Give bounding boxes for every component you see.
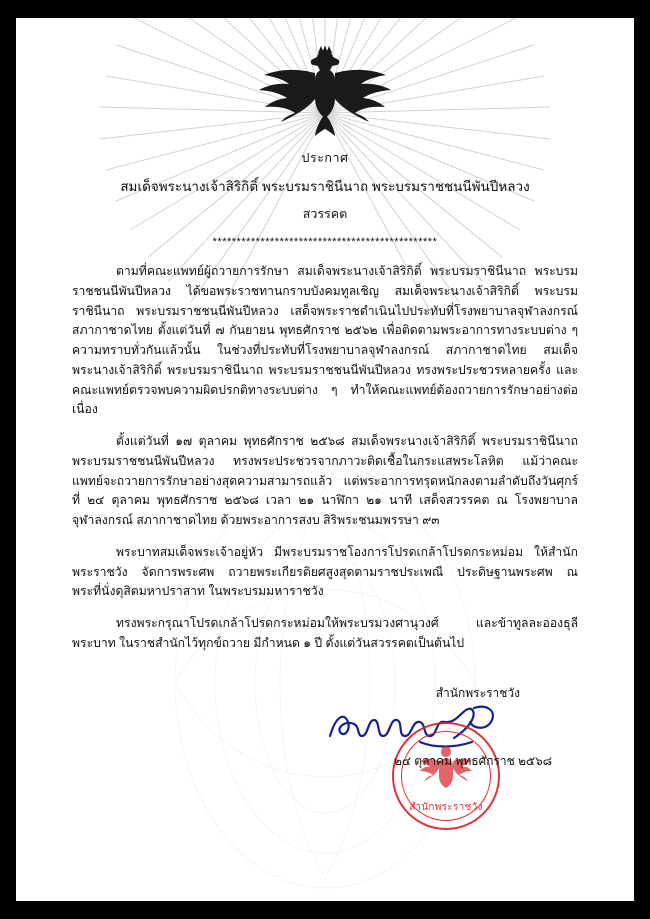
- signature-date: ๒๔ ตุลาคม พุทธศักราช ๒๕๖๘: [393, 753, 552, 768]
- paragraph-1: ตามที่คณะแพทย์ผู้ถวายการรักษา สมเด็จพระนางเจ้าสิริกิติ์ พระบรมราชินีนาถ พระบรมราชชนนีพันปีหลวง ได้ขอพระราชทานกราบบังคมทูลเชิญ สมเด็จพระนางเจ้าสิริกิติ์ พระบรมราชินีนาถ พระบรมราชชนนีพันปีหลวง เสด็จพระราชดำเนินไปประทับที่โรงพยาบาลจุฬาลงกรณ์ สภากาชาดไทย ตั้งแต่วันที่ ๗ กันยายน พุทธศักราช ๒๕๖๒ เพื่อติดตามพระอาการทางระบบต่าง ๆ ความทราบทั่วกันแล้วนั้น ในช่วงที่ประทับที่โรงพยาบาลจุฬาลงกรณ์ สภากาชาดไทย สมเด็จพระนางเจ้าสิริกิติ์ พระบรมราชินีนาถ พระบรมราชชนนีพันปีหลวง ทรงพระประชวรหลายครั้ง และคณะแพทย์ตรวจพบความผิดปรกติทางระบบต่าง ๆ ทำให้คณะแพทย์ต้องถวายการรักษาอย่างต่อเนื่อง: [72, 264, 578, 417]
- signature-block: [72, 684, 578, 834]
- seal-label: สำนักพระราชวัง: [409, 801, 483, 813]
- paragraph-2: ตั้งแต่วันที่ ๑๗ ตุลาคม พุทธศักราช ๒๕๖๘ สมเด็จพระนางเจ้าสิริกิติ์ พระบรมราชินีนาถ พระบรมราชชนนีพันปีหลวง ทรงพระประชวรจากภาวะติดเชื้อในกระแสพระโลหิต แม้ว่าคณะแพทย์จะถวายการรักษาอย่างสุดความสามารถแล้ว แต่พระอาการทรุดหนักลงตามลำดับถึงวันศุกร์ ที่ ๒๔ ตุลาคม พุทธศักราช ๒๕๖๘ เวลา ๒๑ นาฬิกา ๒๑ นาที เสด็จสวรรคต ณ โรงพยาบาลจุฬาลงกรณ์ สภากาชาดไทย ด้วยพระอาการสงบ สิริพระชนมพรรษา ๙๓: [72, 434, 578, 528]
- issuing-office-label: สำนักพระราชวัง: [435, 685, 520, 700]
- royal-announcement-document: [16, 18, 634, 901]
- paragraph-4: ทรงพระกรุณาโปรดเกล้าโปรดกระหม่อมให้พระบรมวงศานุวงศ์ และข้าทูลละอองธุลีพระบาท ในราชสำนักไว้ทุกข์ถวาย มีกำหนด ๑ ปี ตั้งแต่วันสวรรคตเป็นต้นไป: [72, 616, 578, 651]
- announcement-subject: สวรรคต: [302, 207, 348, 221]
- royal-title: สมเด็จพระนางเจ้าสิริกิติ์ พระบรมราชินีนาถ พระบรมราชชนนีพันปีหลวง: [120, 179, 530, 194]
- announcement-label: ประกาศ: [301, 151, 349, 165]
- royal-household-bureau-seal: [392, 722, 500, 830]
- document-heading: [72, 148, 578, 224]
- document-body: [72, 262, 578, 654]
- paragraph-3: พระบาทสมเด็จพระเจ้าอยู่หัว มีพระบรมราชโองการโปรดเกล้าโปรดกระหม่อม ให้สำนักพระราชวัง จัดการพระศพ ถวายพระเกียรติยศสูงสุดตามราชประเพณี ประดิษฐานพระศพ ณ พระที่นั่งดุสิตมหาปราสาท ในพระบรมมหาราชวัง: [72, 544, 578, 599]
- garuda-emblem: [72, 46, 578, 138]
- decorative-divider: ***********************************************: [212, 236, 438, 248]
